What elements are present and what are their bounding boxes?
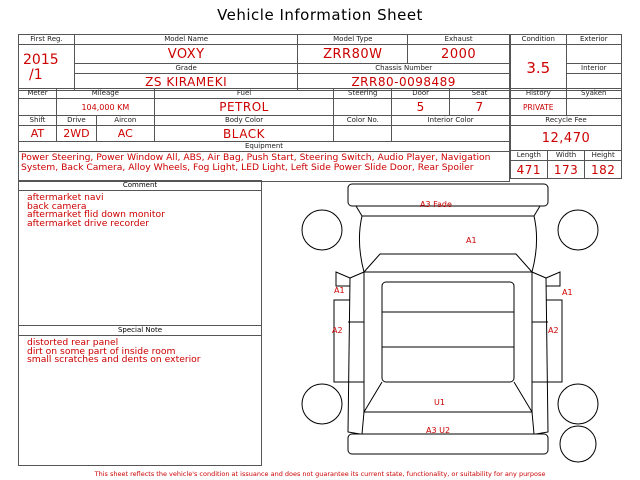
damage-mark-right-rear-door: A2	[548, 326, 559, 335]
condition-value: 3.5	[511, 45, 567, 91]
mileage-label: Mileage	[56, 89, 154, 99]
tire-spare	[560, 426, 596, 462]
damage-mark-rear-bumper: A3 U2	[426, 426, 451, 435]
width-value: 173	[547, 161, 585, 179]
special-note-item: dirt on some part of inside room	[27, 345, 176, 357]
color-no-label: Color No.	[334, 116, 392, 126]
comment-item: aftermarket drive recorder	[27, 217, 150, 229]
syaken-label: Syaken	[566, 89, 621, 99]
exhaust-label: Exhaust	[408, 35, 510, 45]
first-reg-year: 2015	[23, 51, 59, 68]
drive-label: Drive	[56, 116, 96, 126]
tire-rear-right	[558, 384, 598, 424]
damage-mark-left-rear-door: A2	[332, 326, 343, 335]
first-reg-label: First Reg.	[19, 35, 75, 45]
model-type-label: Model Type	[298, 35, 408, 45]
mileage-value: 104,000 KM	[56, 99, 154, 116]
meter-label: Meter	[19, 89, 57, 99]
vehicle-spec-table	[18, 34, 510, 91]
grade-value: ZS KIRAMEKI	[74, 74, 297, 91]
comment-label: Comment	[19, 181, 261, 191]
shift-label: Shift	[19, 116, 57, 126]
disclaimer: This sheet reflects the vehicle's condition at issuance and does not guarantee its current state, functionality, or suitability for any purpose	[94, 470, 546, 478]
body-color-label: Body Color	[154, 116, 334, 126]
first-reg-month: /1	[29, 66, 43, 83]
car-outline	[334, 184, 562, 454]
steering-value	[334, 99, 392, 116]
comment-list	[19, 191, 261, 228]
history-table	[510, 88, 622, 179]
comment-item: aftermarket flid down monitor	[27, 209, 165, 221]
vehicle-detail-table	[18, 88, 510, 182]
condition-label: Condition	[511, 35, 567, 45]
steering-label: Steering	[334, 89, 392, 99]
interior-label: Interior	[566, 64, 621, 74]
special-note-box	[18, 325, 262, 466]
history-value: PRIVATE	[511, 99, 567, 116]
recycle-fee-value: 12,470	[511, 126, 622, 151]
aircon-label: Aircon	[96, 116, 154, 126]
damage-mark-rear-lower: U1	[434, 398, 445, 407]
seat-label: Seat	[450, 89, 510, 99]
shift-value: AT	[19, 126, 57, 142]
car-damage-diagram	[300, 182, 620, 470]
door-label: Door	[392, 89, 450, 99]
special-note-list	[19, 336, 261, 365]
length-value: 471	[511, 161, 548, 179]
page-title: Vehicle Information Sheet	[217, 6, 423, 24]
seat-value: 7	[450, 99, 510, 116]
drive-value: 2WD	[56, 126, 96, 142]
damage-mark-right-front-door: A1	[562, 288, 573, 297]
first-reg-value	[19, 45, 75, 91]
damage-mark-hood: A1	[466, 236, 477, 245]
aircon-value: AC	[96, 126, 154, 142]
exterior-label: Exterior	[566, 35, 621, 45]
length-label: Length	[511, 151, 548, 161]
height-label: Height	[585, 151, 622, 161]
tire-rear-left	[302, 384, 342, 424]
tires	[302, 210, 598, 462]
color-no-value	[334, 126, 392, 142]
interior-color-value	[392, 126, 510, 142]
condition-table	[510, 34, 622, 91]
comment-box	[18, 180, 262, 326]
equipment-list: Power Steering, Power Window All, ABS, Air Bag, Push Start, Steering Switch, Audio Player, Navigation System, Back Camera, Alloy Wheels, Fog Light, LED Light, Left Side Power Slide Door, Rear Spoiler	[19, 152, 510, 182]
interior-color-label: Interior Color	[392, 116, 510, 126]
special-note-item: small scratches and dents on exterior	[27, 354, 201, 366]
special-note-label: Special Note	[19, 326, 261, 336]
tire-front-left	[302, 210, 342, 250]
syaken-value	[566, 99, 621, 116]
chassis-number-value: ZRR80-0098489	[298, 74, 510, 91]
history-label: History	[511, 89, 567, 99]
chassis-number-label: Chassis Number	[298, 64, 510, 74]
comment-item: aftermarket navi	[27, 192, 104, 203]
model-name-label: Model Name	[74, 35, 297, 45]
tire-front-right	[558, 210, 598, 250]
damage-mark-front: A3 Fade	[420, 200, 452, 209]
model-name-value: VOXY	[74, 45, 297, 64]
exterior-value	[566, 45, 621, 64]
body-color-value: BLACK	[154, 126, 334, 142]
fuel-value: PETROL	[154, 99, 334, 116]
height-value: 182	[585, 161, 622, 179]
door-value: 5	[392, 99, 450, 116]
meter-value	[19, 99, 57, 116]
equipment-label: Equipment	[19, 142, 510, 152]
exhaust-value: 2000	[408, 45, 510, 64]
special-note-item: distorted rear panel	[27, 337, 119, 348]
grade-label: Grade	[74, 64, 297, 74]
comment-item: back camera	[27, 200, 87, 212]
damage-mark-left-front-door: A1	[334, 286, 345, 295]
model-type-value: ZRR80W	[298, 45, 408, 64]
recycle-fee-label: Recycle Fee	[511, 116, 622, 126]
fuel-label: Fuel	[154, 89, 334, 99]
width-label: Width	[547, 151, 585, 161]
